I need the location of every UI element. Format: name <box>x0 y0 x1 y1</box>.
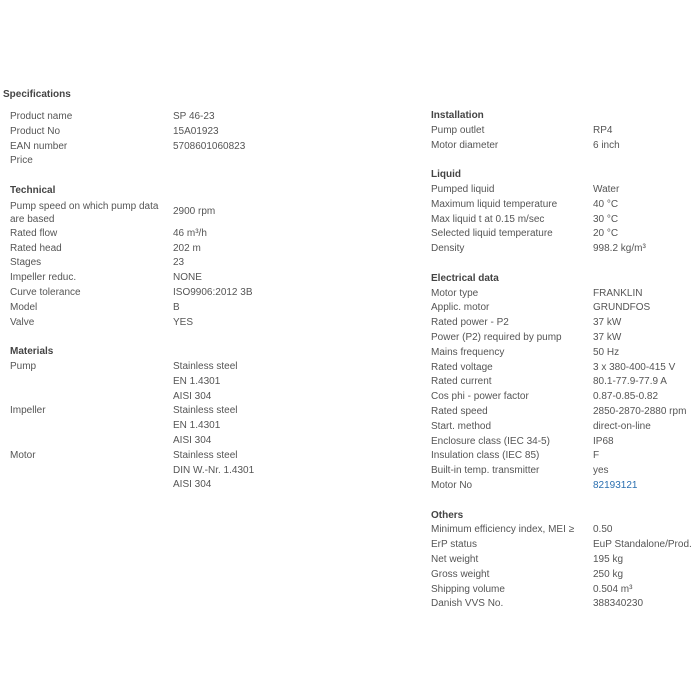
spec-row-motor-type <box>431 287 700 302</box>
spec-label: Mains frequency <box>431 346 505 358</box>
spec-label: Motor type <box>431 287 479 299</box>
spec-row-product-name <box>10 110 270 125</box>
section-title-others: Others <box>431 509 464 521</box>
motor-no-link[interactable]: 82193121 <box>593 479 638 491</box>
spec-value: ISO9906:2012 3B <box>173 286 253 298</box>
spec-row-max-liquid-t <box>431 213 700 228</box>
spec-row-rated-voltage <box>431 361 700 376</box>
spec-label: Gross weight <box>431 568 490 580</box>
spec-label: Motor diameter <box>431 139 499 151</box>
spec-label: Rated power - P2 <box>431 317 509 329</box>
spec-value: IP68 <box>593 435 614 447</box>
spec-value: yes <box>593 465 609 477</box>
spec-value: 3 x 380-400-415 V <box>593 361 676 373</box>
spec-value: 0.87-0.85-0.82 <box>593 391 659 403</box>
spec-row-rated-speed <box>431 405 700 420</box>
spec-row-enclosure-class <box>431 435 700 450</box>
material-line: Stainless steel <box>173 449 238 461</box>
section-title-technical: Technical <box>10 184 56 196</box>
spec-value: 50 Hz <box>593 346 620 358</box>
spec-value: 40 °C <box>593 198 619 210</box>
spec-value: 2850-2870-2880 rpm <box>593 405 687 417</box>
spec-label: Cos phi - power factor <box>431 391 529 403</box>
spec-value: GRUNDFOS <box>593 302 651 314</box>
spec-label: Selected liquid temperature <box>431 228 553 240</box>
electrical-section <box>431 272 700 494</box>
spec-label: Built-in temp. transmitter <box>431 465 540 477</box>
section-title-electrical: Electrical data <box>431 272 499 284</box>
material-line: DIN W.-Nr. 1.4301 <box>173 464 255 476</box>
spec-value: 2900 rpm <box>173 206 216 218</box>
spec-value: EuP Standalone/Prod. <box>593 539 692 551</box>
spec-label: Pump <box>10 360 37 372</box>
spec-row-pump-speed <box>10 199 270 227</box>
spec-row-danish-vvs <box>431 597 700 612</box>
spec-row-insulation-class <box>431 449 700 464</box>
material-line: AISI 304 <box>173 479 212 491</box>
spec-label: Curve tolerance <box>10 286 81 298</box>
spec-row-impeller-material <box>10 404 270 448</box>
spec-row-max-liquid-temp <box>431 198 700 213</box>
spec-row-temp-transmitter <box>431 464 700 479</box>
spec-value: 0.504 m³ <box>593 583 633 595</box>
spec-label: Danish VVS No. <box>431 598 504 610</box>
materials-section <box>10 345 270 493</box>
spec-label: Rated head <box>10 242 62 254</box>
spec-label: Rated voltage <box>431 361 493 373</box>
spec-label: Insulation class (IEC 85) <box>431 450 540 462</box>
spec-row-cos-phi <box>431 390 700 405</box>
spec-label: Impeller <box>10 405 46 417</box>
spec-label: Rated speed <box>431 405 488 417</box>
material-line: Stainless steel <box>173 405 238 417</box>
spec-value: 0.50 <box>593 524 613 536</box>
spec-value: 80.1-77.9-77.9 A <box>593 376 667 388</box>
spec-value: 195 kg <box>593 553 624 565</box>
spec-row-stages <box>10 256 270 271</box>
spec-value: F <box>593 450 600 462</box>
spec-row-impeller-reduc <box>10 271 270 286</box>
spec-label: Rated flow <box>10 227 58 239</box>
spec-value: 388340230 <box>593 598 644 610</box>
spec-row-curve-tolerance <box>10 286 270 301</box>
left-column <box>10 110 270 493</box>
spec-row-ean-number <box>10 140 270 155</box>
spec-value: RP4 <box>593 124 613 136</box>
spec-row-gross-weight <box>431 568 700 583</box>
spec-label: Enclosure class (IEC 34-5) <box>431 435 550 447</box>
spec-row-start-method <box>431 420 700 435</box>
page-title: Specifications <box>3 89 71 100</box>
spec-value: 37 kW <box>593 317 622 329</box>
spec-label: Rated current <box>431 376 492 388</box>
spec-label: Impeller reduc. <box>10 272 77 284</box>
spec-row-rated-power <box>431 316 700 331</box>
spec-row-motor-material <box>10 449 270 493</box>
material-line: Stainless steel <box>173 360 238 372</box>
spec-row-mei <box>431 523 700 538</box>
section-title-installation: Installation <box>431 110 484 121</box>
spec-value: NONE <box>173 272 202 284</box>
spec-value <box>173 449 254 493</box>
spec-value: 998.2 kg/m³ <box>593 243 646 255</box>
spec-value: 202 m <box>173 242 201 254</box>
spec-row-net-weight <box>431 553 700 568</box>
spec-value: 5708601060823 <box>173 140 246 152</box>
spec-row-price <box>10 154 270 169</box>
spec-label: Stages <box>10 257 42 269</box>
spec-row-motor-diameter <box>431 139 700 154</box>
spec-row-pump-outlet <box>431 124 700 139</box>
spec-label: Model <box>10 301 38 313</box>
spec-row-erp-status <box>431 538 700 553</box>
spec-value: 20 °C <box>593 228 619 240</box>
spec-value <box>173 360 237 404</box>
material-line: AISI 304 <box>173 390 212 402</box>
spec-value: 15A01923 <box>173 125 219 137</box>
spec-row-rated-flow <box>10 227 270 242</box>
material-line: EN 1.4301 <box>173 375 221 387</box>
spec-row-selected-liquid-temp <box>431 227 700 242</box>
spec-label: Net weight <box>431 553 479 565</box>
spec-value: SP 46-23 <box>173 111 215 122</box>
spec-row-pump-material <box>10 360 270 404</box>
spec-value <box>173 404 237 448</box>
technical-section <box>10 184 270 330</box>
spec-label: EAN number <box>10 140 68 152</box>
spec-label: Maximum liquid temperature <box>431 198 558 210</box>
spec-label: Applic. motor <box>431 302 490 314</box>
section-title-materials: Materials <box>10 346 54 358</box>
spec-value: 250 kg <box>593 568 624 580</box>
liquid-section <box>431 168 700 257</box>
spec-row-model <box>10 301 270 316</box>
spec-label: Pumped liquid <box>431 183 495 195</box>
spec-label: Motor <box>10 449 36 461</box>
spec-row-pumped-liquid <box>431 183 700 198</box>
spec-row-valve <box>10 316 270 331</box>
material-line: AISI 304 <box>173 434 212 446</box>
spec-label: Power (P2) required by pump <box>431 331 562 343</box>
spec-label: Pump speed on which pump data are based <box>10 200 159 225</box>
spec-label: Density <box>431 243 465 255</box>
material-line: EN 1.4301 <box>173 420 221 432</box>
spec-row-applic-motor <box>431 301 700 316</box>
right-column <box>431 109 700 612</box>
spec-row-rated-head <box>10 242 270 257</box>
spec-row-shipping-volume <box>431 583 700 598</box>
spec-value: 46 m³/h <box>173 227 207 239</box>
section-title-liquid: Liquid <box>431 169 461 181</box>
spec-label: Minimum efficiency index, MEI ≥ <box>431 524 575 536</box>
spec-value: Water <box>593 183 620 195</box>
spec-row-motor-no <box>431 479 700 494</box>
spec-value: 23 <box>173 257 185 269</box>
spec-row-power-required <box>431 331 700 346</box>
spec-label: ErP status <box>431 539 477 551</box>
spec-value: 30 °C <box>593 213 619 225</box>
others-section <box>431 509 700 613</box>
spec-value: FRANKLIN <box>593 287 643 299</box>
spec-row-rated-current <box>431 375 700 390</box>
spec-value: 6 inch <box>593 139 620 151</box>
product-section <box>10 110 270 169</box>
spec-row-mains-frequency <box>431 346 700 361</box>
spec-value: direct-on-line <box>593 420 651 432</box>
spec-row-product-no <box>10 125 270 140</box>
spec-label: Pump outlet <box>431 124 485 136</box>
spec-label: Product No <box>10 125 61 137</box>
spec-label: Start. method <box>431 420 492 432</box>
spec-label: Valve <box>10 316 35 328</box>
spec-label: Max liquid t at 0.15 m/sec <box>431 213 545 225</box>
spec-value: 37 kW <box>593 331 622 343</box>
spec-label: Motor No <box>431 479 473 491</box>
spec-label: Shipping volume <box>431 583 505 595</box>
spec-value: B <box>173 301 180 313</box>
spec-value: YES <box>173 316 194 328</box>
spec-row-density <box>431 242 700 257</box>
spec-label: Price <box>10 155 33 167</box>
spec-label: Product name <box>10 111 73 122</box>
installation-section <box>431 109 700 153</box>
